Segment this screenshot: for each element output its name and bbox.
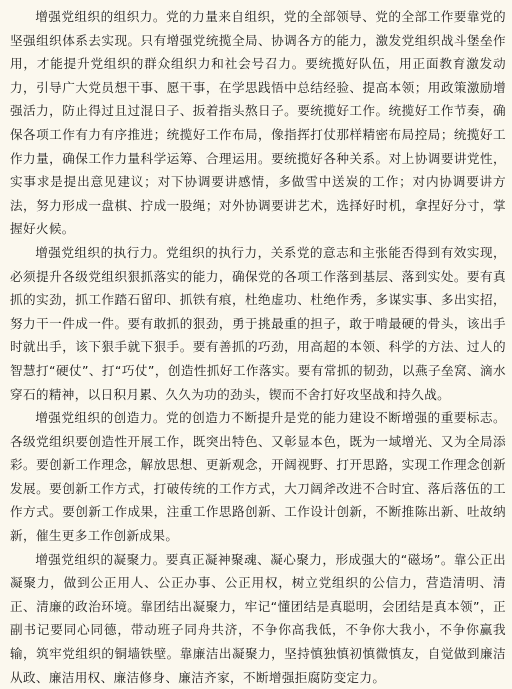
paragraph-creative-power: 增强党组织的创造力。党的创造力不断提升是党的能力建设不断增强的重要标志。各级党组织要创造性开展工作，既突出特色、又彰显本色，既为一域增光、又为全局添彩。要创新工作理念，解放思想、更新观念，开阔视野、打开思路，实现工作理念创新发展。要创新工作方式，打破传统的工作方式，大刀阔斧改进不合时宜、落后落伍的工作方式。要创新工作成果，注重工作思路创新、工作设计创新，不断推陈出新、吐故纳新，催生更多工作创新成果。 <box>10 410 506 544</box>
paragraph-execution-power: 增强党组织的执行力。党组织的执行力，关系党的意志和主张能否得到有效实现，必须提升各级党组织狠抓落实的能力，确保党的各项工作落到基层、落到实处。要有真抓的实劲，抓工作踏石留印、抓铁有痕，杜绝虚功、杜绝作秀，多谋实事、多出实招，努力干一件成一件。要有敢抓的狠劲，勇于挑最重的担子，敢于啃最硬的骨头，该出手时就出手，该下狠手就下狠手。要有善抓的巧劲，用高超的本领、科学的方法、过人的智慧打“硬仗”、打“巧仗”，创造性抓好工作落实。要有常抓的韧劲，以燕子垒窝、滴水穿石的精神，以日积月累、久久为功的劲头，锲而不舍打好攻坚战和持久战。 <box>10 244 506 402</box>
paragraph-organizational-power: 增强党组织的组织力。党的力量来自组织，党的全部领导、党的全部工作要靠党的坚强组织体系去实现。只有增强党统揽全局、协调各方的能力，激发党组织战斗堡垒作用，才能提升党组织的群众组织力和社会号召力。要统揽好队伍，用正面教育激发动力，引导广大党员想干事、愿干事，在学思践悟中总结经验、提高本领；用政策激励增强活力，防止得过且过混日子、扳着指头熬日子。要统揽好工作。统揽好工作节奏，确保各项工作有力有序推进；统揽好工作布局，像指挥打仗那样精密布局控局；统揽好工作力量，确保工作力量科学运筹、合理运用。要统揽好各种关系。对上协调要讲党性，实事求是提出意见建议；对下协调要讲感情，多做雪中送炭的工作；对内协调要讲方法，努力形成一盘棋、拧成一股绳；对外协调要讲艺术，选择好时机，拿捏好分寸，掌握好火候。 <box>10 9 506 237</box>
paragraph-cohesive-power: 增强党组织的凝聚力。要真正凝神聚魂、凝心聚力，形成强大的“磁场”。靠公正出凝聚力，做到公正用人、公正办事、公正用权，树立党组织的公信力，营造清明、清正、清廉的政治环境。靠团结出凝聚力，牢记“懂团结是真聪明，会团结是真本领”，正副书记要同心同德，带动班子同舟共济，不争你高我低，不争你大我小，不争你赢我输，筑牢党组织的铜墙铁壁。靠廉洁出凝聚力，坚持慎独慎初慎微慎友，自觉做到廉洁从政、廉洁用权、廉洁修身、廉洁齐家，不断增强拒腐防变定力。 <box>10 551 506 685</box>
